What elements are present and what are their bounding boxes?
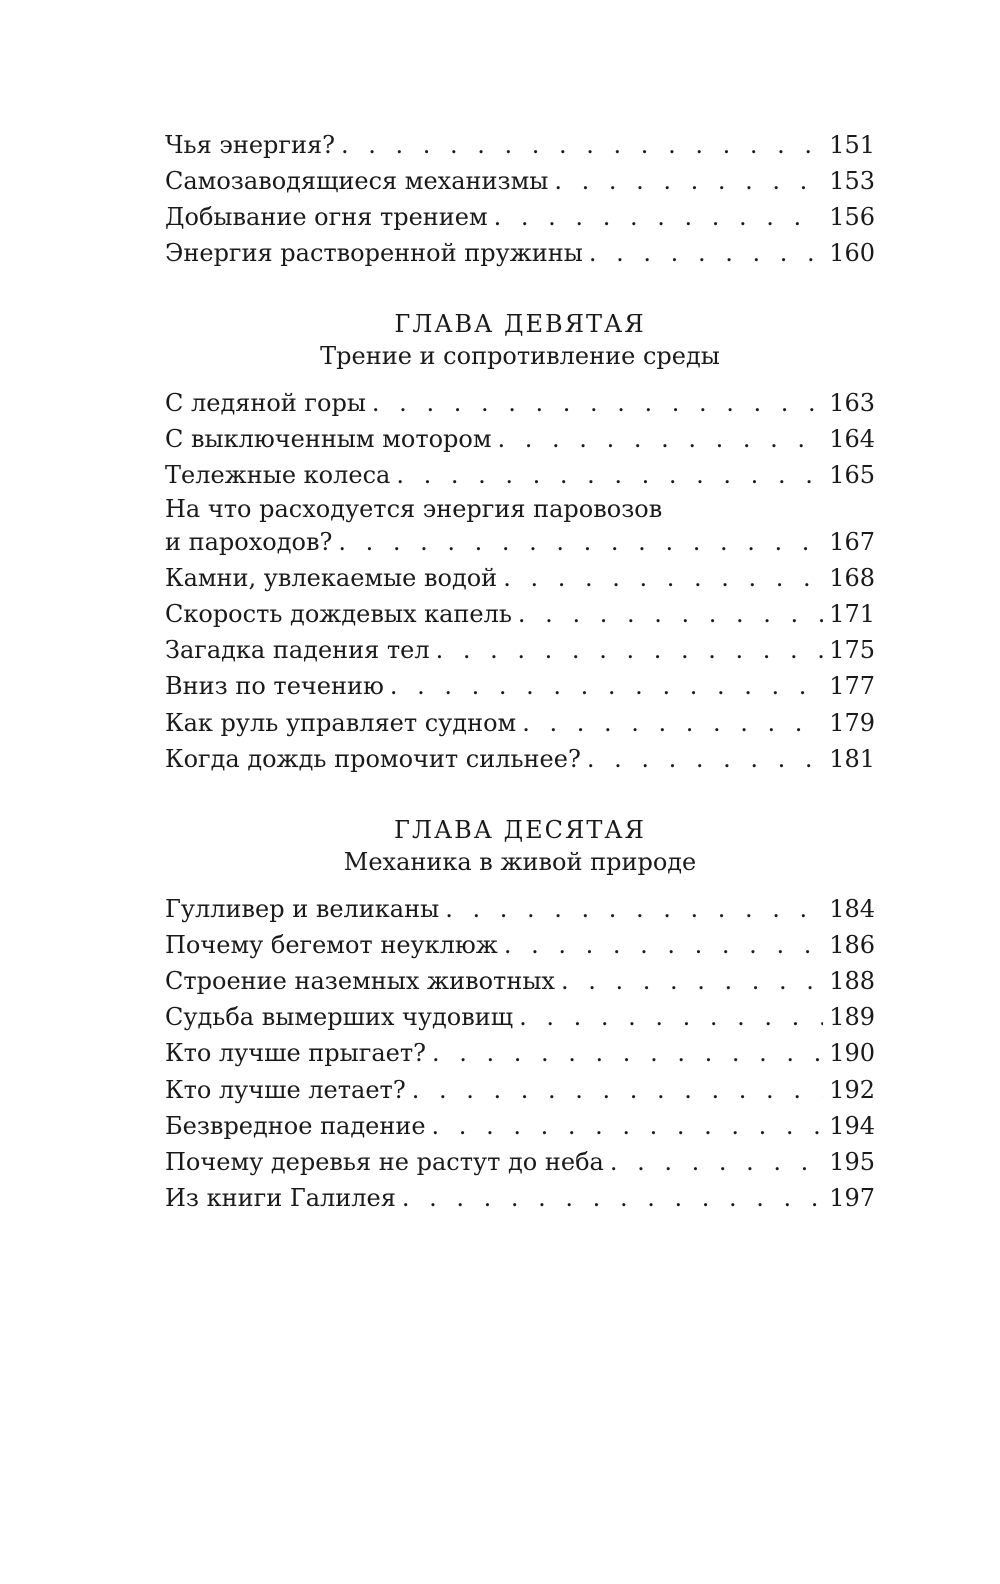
page-number: 177 [829,672,875,700]
page-number: 186 [829,931,875,959]
toc-entry [165,385,875,421]
dot-leader [436,632,824,668]
page-number: 160 [829,239,875,267]
entry-title: Загадка падения тел [165,636,430,664]
page-number: 171 [829,600,875,628]
chapter-heading [165,814,875,878]
toc-entry [165,1108,875,1144]
page-number: 181 [829,745,875,773]
dot-leader [445,891,823,927]
page-number: 175 [829,636,875,664]
entry-title: Камни, увлекаемые водой [165,564,498,592]
toc-entry [165,705,875,741]
entry-title: Тележные колеса [165,461,391,489]
page-number: 194 [829,1112,875,1140]
page-number: 168 [829,564,875,592]
page-number: 189 [829,1003,875,1031]
toc-entry [165,457,875,493]
dot-leader [432,1108,824,1144]
dot-leader [432,1035,823,1071]
entry-title: Строение наземных животных [165,967,555,995]
dot-leader [503,560,823,596]
dot-leader [554,163,823,199]
toc-entry [165,199,875,235]
toc-entry [165,1144,875,1180]
toc-entry [165,741,875,777]
entry-title: Самозаводящиеся механизмы [165,167,549,195]
entry-title: С выключенным мотором [165,425,492,453]
entry-title: Почему деревья не растут до неба [165,1148,604,1176]
entry-title: Почему бегемот неуклюж [165,931,498,959]
dot-leader [498,421,824,457]
toc-entry [165,1035,875,1071]
toc-entry [165,927,875,963]
entry-title: Кто лучше прыгает? [165,1039,426,1067]
dot-leader [519,999,823,1035]
dot-leader [494,199,824,235]
toc-entry [165,668,875,704]
entry-title: Вниз по течению [165,672,384,700]
dot-leader [338,525,823,560]
toc-entry [165,494,875,560]
toc-entry [165,632,875,668]
chapter-number: ГЛАВА ДЕСЯТАЯ [394,816,646,844]
entry-title: Кто лучше летает? [165,1076,406,1104]
dot-leader [587,741,823,777]
dot-leader [610,1144,823,1180]
page-number: 197 [829,1184,875,1212]
dot-leader [341,127,823,163]
toc-entry [165,891,875,927]
toc-entry [165,1180,875,1216]
dot-leader [504,927,823,963]
page-number: 156 [829,203,875,231]
dot-leader [589,235,823,271]
dot-leader [518,596,823,632]
page-number: 151 [829,131,875,159]
page-number: 179 [829,709,875,737]
page-number: 167 [829,528,875,556]
page-number: 164 [829,425,875,453]
dot-leader [522,705,823,741]
page-number: 165 [829,461,875,489]
entry-title: Когда дождь промочит сильнее? [165,745,581,773]
page-number: 190 [829,1039,875,1067]
dot-leader [402,1180,823,1216]
chapter-number: ГЛАВА ДЕВЯТАЯ [394,310,646,338]
chapter-subtitle: Механика в живой природе [343,848,697,876]
page-number: 153 [829,167,875,195]
entry-title: Гулливер и великаны [165,895,440,923]
toc-entry [165,127,875,163]
page-number: 163 [829,389,875,417]
chapter-heading [165,308,875,372]
entry-title: Добывание огня трением [165,203,488,231]
page-number: 188 [829,967,875,995]
toc-entry [165,963,875,999]
toc-entry [165,999,875,1035]
page-number: 184 [829,895,875,923]
dot-leader [561,963,823,999]
toc-entry [165,421,875,457]
dot-leader [372,385,823,421]
entry-title-line1: На что расходуется энергия паровозов [165,495,663,523]
page-number: 192 [829,1076,875,1104]
entry-title: Безвредное падение [165,1112,426,1140]
toc-entry [165,596,875,632]
entry-title: Чья энергия? [165,131,335,159]
entry-title: Из книги Галилея [165,1184,396,1212]
dot-leader [396,457,823,493]
entry-title: С ледяной горы [165,389,366,417]
entry-title: Как руль управляет судном [165,709,517,737]
toc-entry [165,235,875,271]
dot-leader [390,668,823,704]
toc-entry [165,163,875,199]
entry-title: Судьба вымерших чудовищ [165,1003,514,1031]
chapter-subtitle: Трение и сопротивление среды [320,342,720,370]
entry-title: Скорость дождевых капель [165,600,512,628]
dot-leader [412,1072,823,1108]
toc-entry [165,560,875,596]
toc-entry [165,1072,875,1108]
entry-title: Энергия растворенной пружины [165,239,583,267]
entry-title: и пароходов? [165,528,333,556]
page-number: 195 [829,1148,875,1176]
